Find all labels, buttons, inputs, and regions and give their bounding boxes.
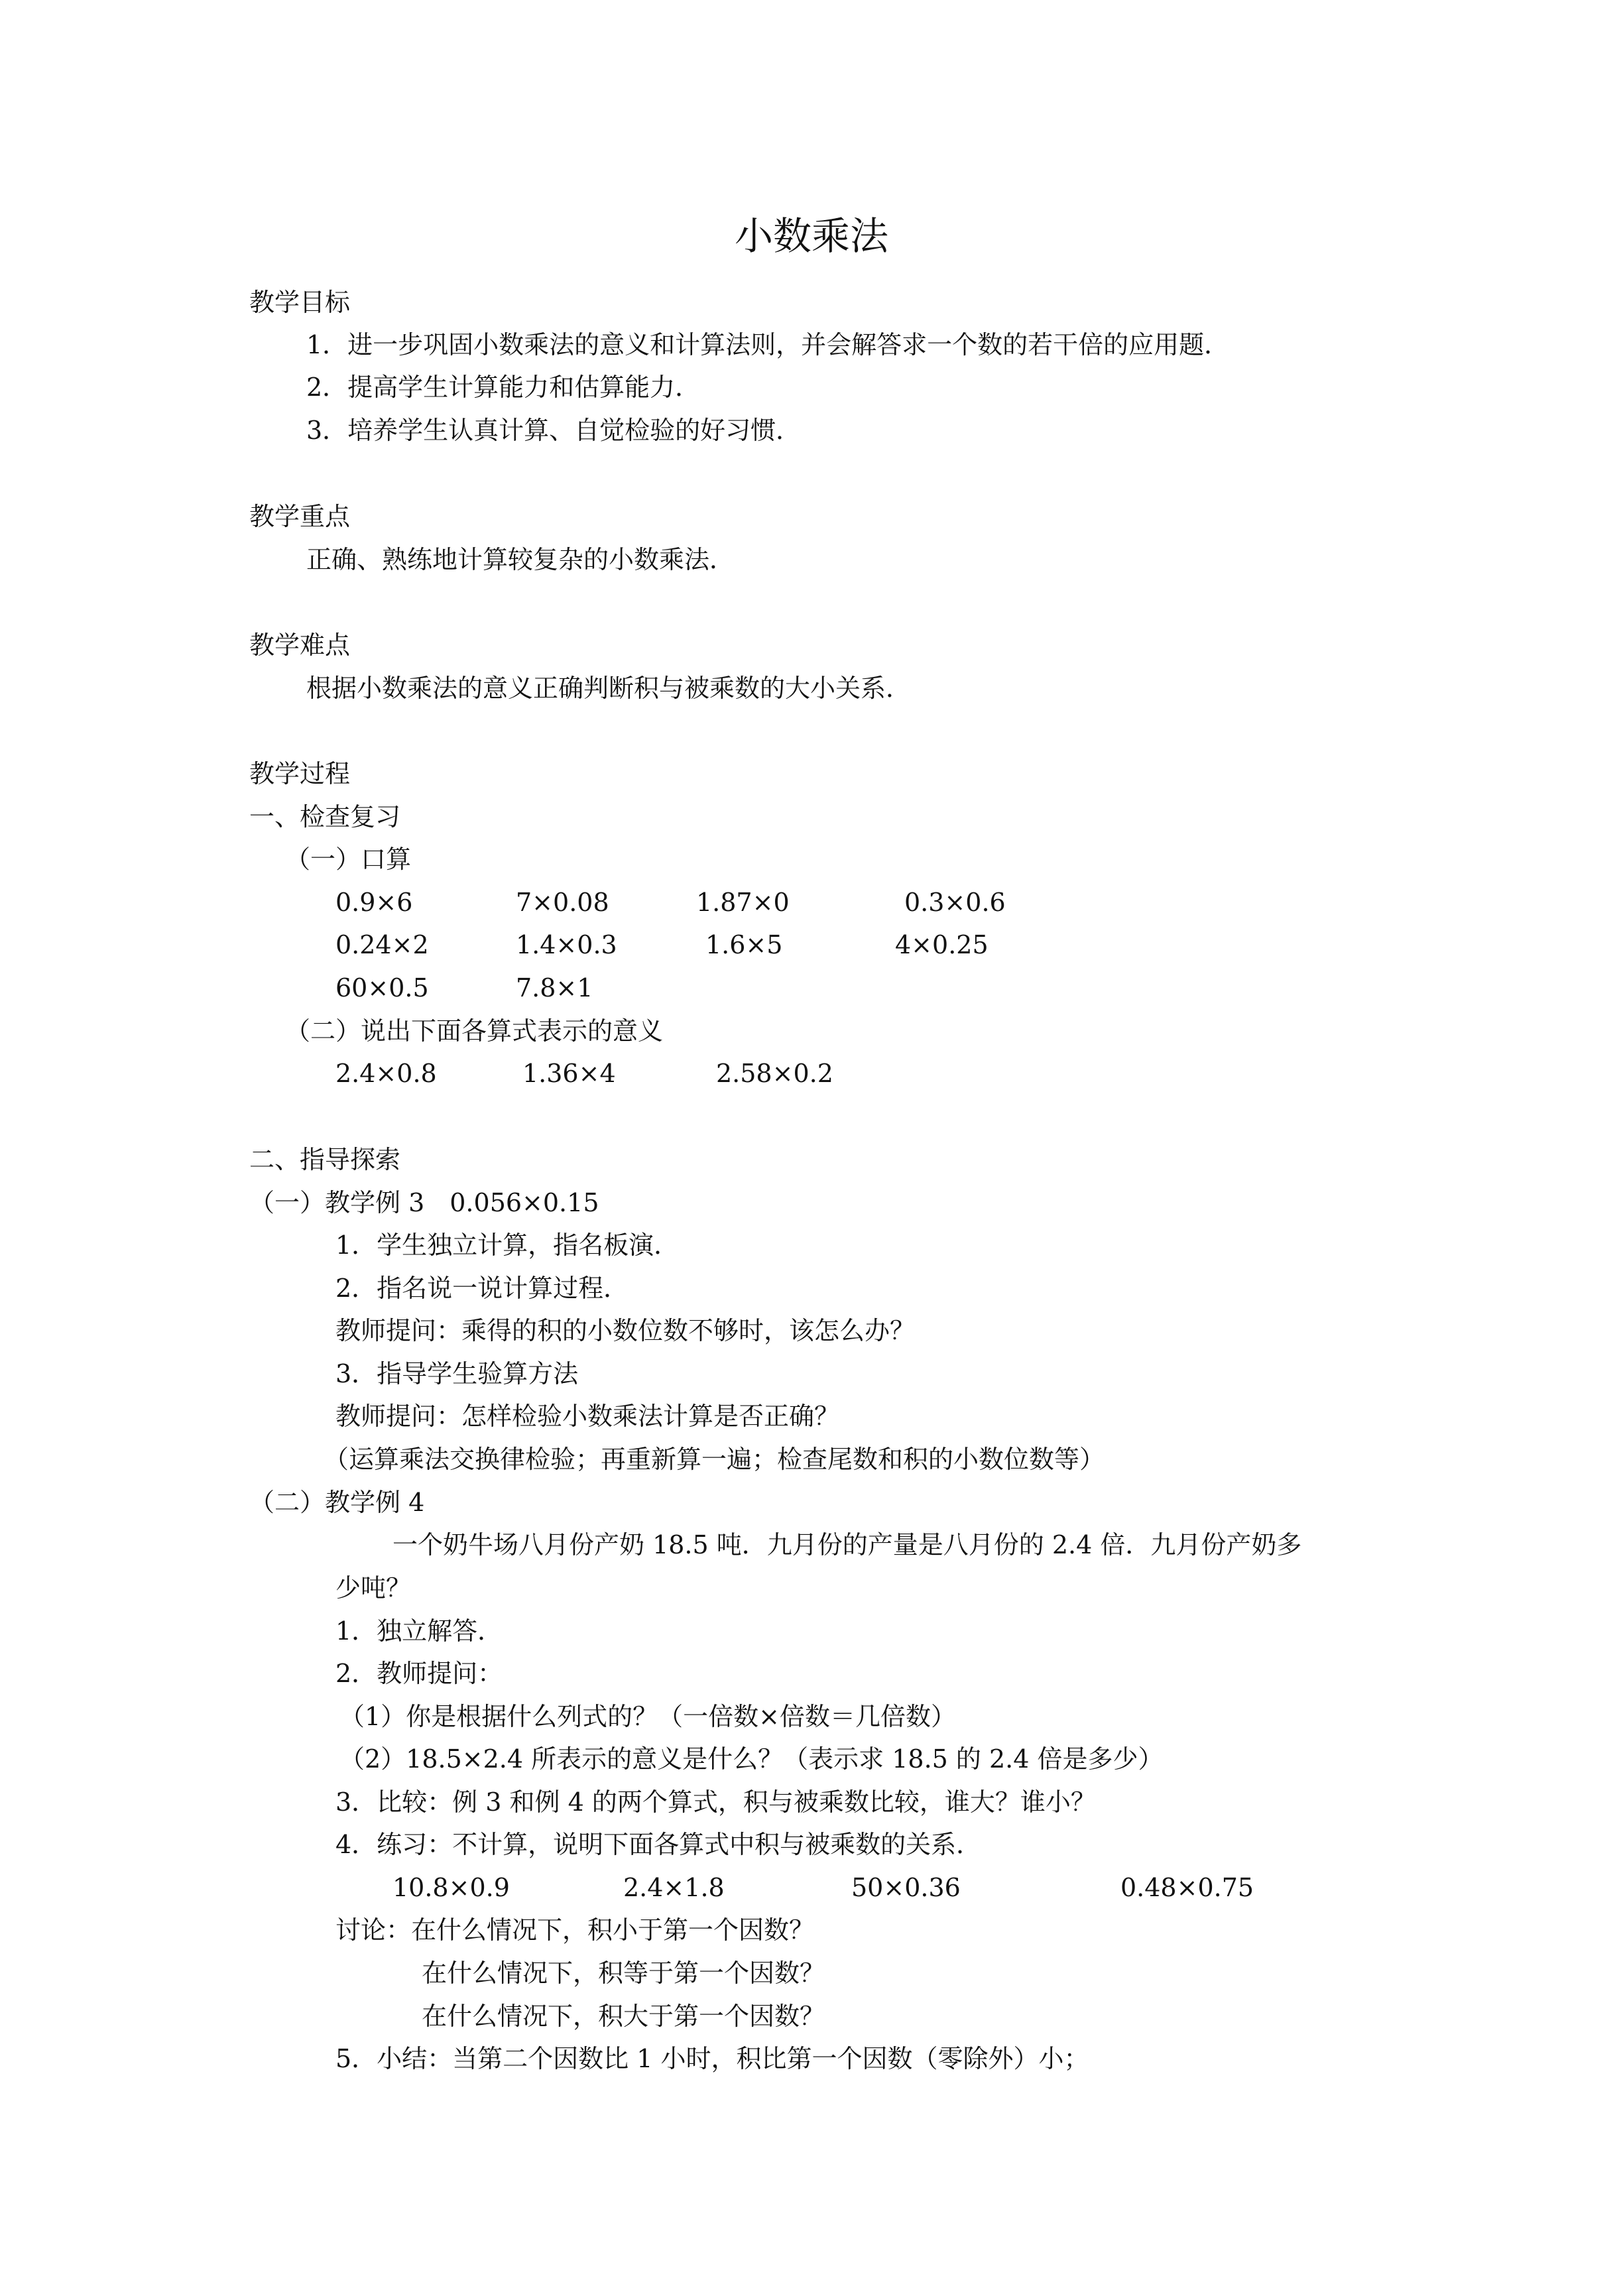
oral-item: 0.3×0.6 xyxy=(904,888,1006,917)
example4-heading: （二）教学例 4 xyxy=(249,1488,425,1517)
example4-step: 2．教师提问： xyxy=(335,1659,503,1688)
example4-step: 1．独立解答． xyxy=(335,1616,503,1646)
exercise-item: 10.8×0.9 xyxy=(392,1873,510,1902)
difficulty-heading: 教学难点 xyxy=(249,631,351,660)
meaning-item: 1.36×4 xyxy=(522,1059,616,1088)
example3-line: （运算乘法交换律检验；再重新算一遍；检查尾数和积的小数位数等） xyxy=(324,1445,1105,1474)
oral-item: 0.24×2 xyxy=(335,930,429,959)
example3-line: 2．指名说一说计算过程． xyxy=(335,1274,629,1303)
discussion-line: 讨论：在什么情况下，积小于第一个因数？ xyxy=(335,1915,815,1945)
part2-heading: 二、指导探索 xyxy=(249,1145,401,1174)
objective-item-1: 1．进一步巩固小数乘法的意义和计算法则，并会解答求一个数的若干倍的应用题． xyxy=(306,330,1230,359)
example4-step: 3．比较：例 3 和例 4 的两个算式，积与被乘数比较，谁大？谁小？ xyxy=(335,1787,1096,1817)
example4-question: （1）你是根据什么列式的？（一倍数×倍数＝几倍数） xyxy=(339,1702,957,1731)
oral-heading: （一）口算 xyxy=(285,845,412,874)
example4-step: 5．小结：当第二个因数比 1 小时，积比第一个因数（零除外）小； xyxy=(335,2044,1089,2073)
oral-item: 1.87×0 xyxy=(696,888,790,917)
objectives-heading: 教学目标 xyxy=(249,288,351,317)
discussion-line: 在什么情况下，积大于第一个因数？ xyxy=(422,2002,825,2031)
exercise-item: 2.4×1.8 xyxy=(623,1873,725,1902)
example4-problem-line1: 一个奶牛场八月份产奶 18.5 吨．九月份的产量是八月份的 2.4 倍．九月份产奶多 xyxy=(392,1530,1302,1559)
process-heading: 教学过程 xyxy=(249,759,351,788)
oral-item: 0.9×6 xyxy=(335,888,413,917)
exercise-item: 50×0.36 xyxy=(851,1873,961,1902)
document-title: 小数乘法 xyxy=(734,213,888,259)
example4-problem-line2: 少吨？ xyxy=(335,1573,412,1602)
difficulty-text: 根据小数乘法的意义正确判断积与被乘数的大小关系． xyxy=(306,674,912,703)
example4-step: 4．练习：不计算，说明下面各算式中积与被乘数的关系． xyxy=(335,1830,982,1859)
discussion-line: 在什么情况下，积等于第一个因数？ xyxy=(422,1959,825,1988)
oral-item: 1.6×5 xyxy=(705,930,783,959)
part1-heading: 一、检查复习 xyxy=(249,802,401,831)
oral-item: 60×0.5 xyxy=(335,973,429,1002)
exercise-item: 0.48×0.75 xyxy=(1120,1873,1254,1902)
example3-heading: （一）教学例 3 0.056×0.15 xyxy=(249,1188,599,1217)
meaning-item: 2.4×0.8 xyxy=(335,1059,437,1088)
oral-item: 1.4×0.3 xyxy=(516,930,617,959)
oral-item: 7×0.08 xyxy=(516,888,609,917)
meaning-item: 2.58×0.2 xyxy=(716,1059,833,1088)
oral-item: 4×0.25 xyxy=(895,930,989,959)
example3-line: 3．指导学生验算方法 xyxy=(335,1359,579,1388)
key-point-heading: 教学重点 xyxy=(249,502,351,531)
example3-line: 教师提问：怎样检验小数乘法计算是否正确？ xyxy=(335,1402,840,1431)
meaning-heading: （二）说出下面各算式表示的意义 xyxy=(285,1016,664,1046)
oral-item: 7.8×1 xyxy=(516,973,593,1002)
key-point-text: 正确、熟练地计算较复杂的小数乘法． xyxy=(306,545,735,574)
example4-question: （2）18.5×2.4 所表示的意义是什么？（表示求 18.5 的 2.4 倍是多少） xyxy=(339,1744,1164,1774)
example3-line: 教师提问：乘得的积的小数位数不够时，该怎么办？ xyxy=(335,1316,916,1345)
objective-item-2: 2．提高学生计算能力和估算能力． xyxy=(306,373,701,402)
example3-line: 1．学生独立计算，指名板演． xyxy=(335,1231,680,1260)
objective-item-3: 3．培养学生认真计算、自觉检验的好习惯． xyxy=(306,416,802,445)
